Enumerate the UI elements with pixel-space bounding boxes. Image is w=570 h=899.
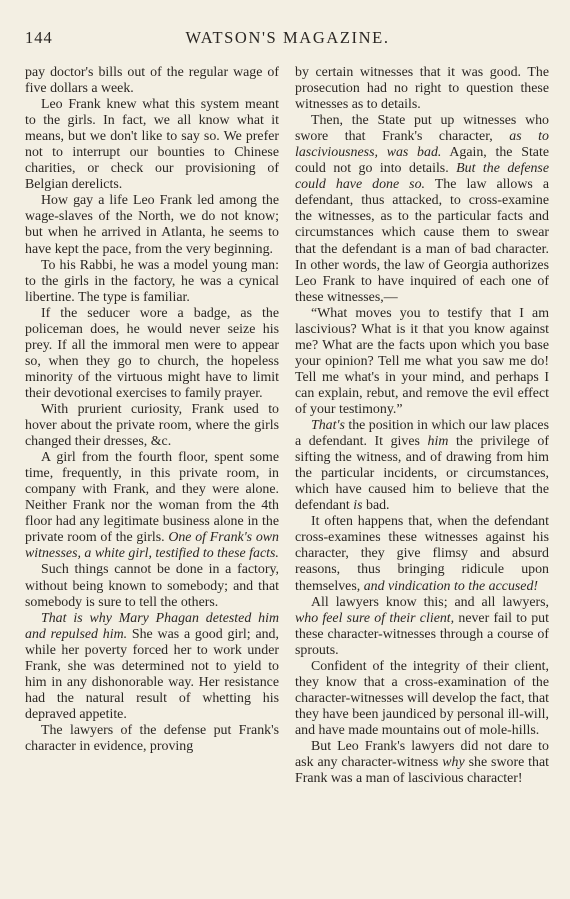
right-column [295, 65, 549, 787]
italic-run: him [427, 434, 449, 450]
italic-run: But the defense could have done so. [295, 161, 550, 193]
italic-run: and vindication to the accused! [363, 578, 539, 594]
text-run: The law allows a defendant, thus attacked, to cross-examine the witnesses, as to the particular facts and circumstances which cause them to swear that the defendant is a man of bad character. In other words, the law of Georgia authorizes Leo Frank to have inquired of each one of these witnesses,— [295, 177, 549, 305]
paragraph [295, 113, 549, 306]
left-column [25, 65, 279, 755]
text-run: Then, the State put up witnesses who swore that Frank's character, [295, 113, 549, 145]
text-run: A girl from the fourth floor, spent some time, frequently, in this private room, in company with Frank, and they were alone. Neither Frank nor the woman from the 4th floor had any legitimate business alone in the private room of the girls. [25, 450, 279, 546]
text-run: she swore that Frank was a man of lascivious character! [295, 755, 549, 787]
text-run: never fail to put these character-witnesses through a course of sprouts. [295, 610, 549, 658]
paragraph: If the seducer wore a badge, as the policeman does, he would never seize his prey. If all the immoral men were to appear so, when they go to church, the hopeless minority of the virtuous might have to limit their devotional exercises to family prayer. [25, 305, 279, 401]
italic-run: That's [311, 418, 345, 434]
italic-run: is [353, 498, 363, 514]
paragraph [295, 595, 549, 659]
paragraph [295, 514, 549, 594]
paragraph [25, 450, 279, 562]
text-run: Again, the State could not go into details. [295, 145, 549, 177]
paragraph [295, 739, 549, 787]
italic-run: why [442, 755, 465, 771]
running-title: WATSON'S MAGAZINE. [185, 28, 390, 47]
text-run: bad. [366, 498, 390, 514]
paragraph: With prurient curiosity, Frank used to hover about the private room, where the girls changed their dresses, &c. [25, 401, 279, 450]
paragraph [295, 418, 549, 514]
page-number: 144 [25, 28, 53, 47]
paragraph: The lawyers of the defense put Frank's character in evidence, proving [25, 722, 279, 754]
paragraph: Leo Frank knew what this system meant to the girls. In fact, we all know what it means, but we don't like to say so. We prefer not to interrupt our bounties to Chinese charities, or check our provisioning of Belgian derelicts. [25, 97, 279, 193]
text-run: It often happens that, when the defendant cross-examines these witnesses against his character, they give flimsy and absurd reasons, thus bringing ridicule upon themselves, [295, 514, 549, 594]
text-run: She was a good girl; and, while her poverty forced her to work under Frank, she was determined not to yield to him in any dishonorable way. Her resistance had the natural result of whetting his depraved appetite. [25, 626, 279, 722]
italic-run: One of Frank's own witnesses, a white girl, testified to these facts. [25, 530, 279, 562]
paragraph [25, 611, 279, 723]
paragraph: by certain witnesses that it was good. The prosecution had no right to question these witnesses as to details. [295, 65, 549, 113]
page-header [25, 28, 550, 52]
text-run: the privilege of sifting the witness, and of drawing from him the particular incidents, or circumstances, which have caused him to believe that the defendant [295, 434, 549, 514]
paragraph: Such things cannot be done in a factory, without being known to somebody; and that somebody is sure to tell the others. [25, 562, 279, 610]
text-run: All lawyers know this; and all lawyers, [311, 594, 549, 610]
paragraph: “What moves you to testify that I am lascivious? What is it that you know against me? What are the facts upon which you base your opinion? Tell me what you saw me do! Tell me what's in your mind, and perhaps I can explain, rebut, and remove the evil effect of your testimony.” [295, 305, 549, 417]
paragraph: To his Rabbi, he was a model young man: to the girls in the factory, he was a cynical libertine. The type is familiar. [25, 257, 279, 305]
paragraph: pay doctor's bills out of the regular wage of five dollars a week. [25, 65, 279, 97]
italic-run: as to lasciviousness, was bad. [295, 129, 549, 161]
italic-run: That is why Mary Phagan detested him and repulsed him. [25, 610, 279, 642]
text-run: the position in which our law places a defendant. It gives [295, 418, 549, 450]
paragraph: Confident of the integrity of their client, they know that a cross-examination of the character-witnesses will develop the fact, that they have been jaundiced by personal ill-will, and have made mountains out of mole-hills. [295, 658, 549, 738]
italic-run: who feel sure of their client, [295, 610, 455, 626]
paragraph: How gay a life Leo Frank led among the wage-slaves of the North, we do not know; but when he arrived in Atlanta, he seems to have kept the pace, from the very beginning. [25, 193, 279, 257]
text-run: But Leo Frank's lawyers did not dare to ask any character-witness [295, 738, 549, 771]
